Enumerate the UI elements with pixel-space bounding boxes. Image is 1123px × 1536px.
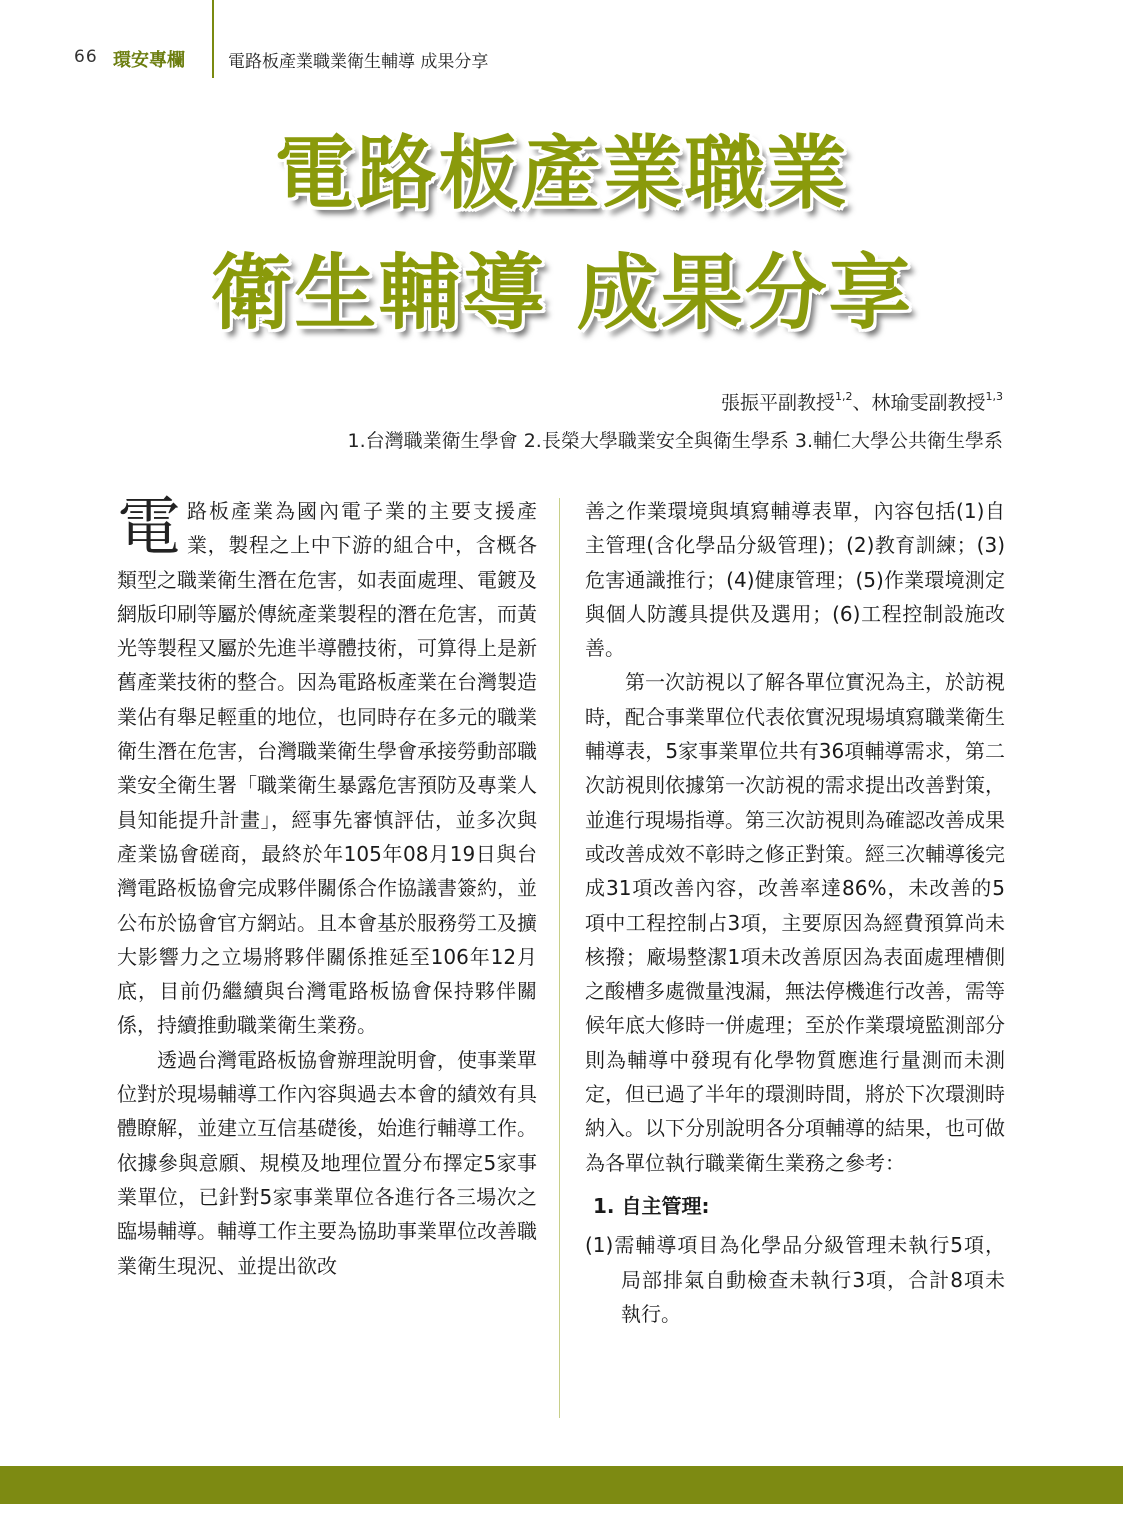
author-1-affil: 1,2	[834, 390, 853, 403]
author-2: 林瑜雯副教授	[871, 392, 986, 414]
paragraph-intro	[117, 491, 537, 1043]
affiliations: 1.台灣職業衛生學會 2.長榮大學職業安全與衛生學系 3.輔仁大學公共衛生學系	[347, 430, 1003, 452]
list-item: (1)需輔導項目為化學品分級管理未執行5項，局部排氣自動檢查未執行3項，合計8項未執行。	[585, 1233, 1005, 1326]
paragraph-3: 第一次訪視以了解各單位實況為主，於訪視時，配合事業單位代表依實況現場填寫職業衛生輔導表，5家事業單位共有36項輔導需求，第二次訪視則依據第一次訪視的需求提出改善對策，並進行現場指導。第三次訪視則為確認改善成果或改善成效不彰時之修正對策。經三次輔導後完成31項改善內容，改善率達86%，未改善的5項中工程控制占3項，主要原因為經費預算尚未核撥；廠場整潔1項未改善原因為表面處理槽側之酸槽多處微量洩漏，無法停機進行改善，需等候年底大修時一併處理；至於作業環境監測部分則為輔導中發現有化學物質應進行量測而未測定，但已過了半年的環測時間，將於下次環測時納入。以下分別說明各分項輔導的結果，也可做為各單位執行職業衛生業務之參考：	[585, 670, 1005, 1175]
page-header	[0, 0, 1123, 82]
article-title-line2: 衛生輔導 成果分享	[210, 245, 913, 341]
article-title-line1: 電路板產業職業	[274, 126, 849, 220]
author-separator: 、	[852, 392, 872, 414]
drop-cap: 電	[117, 491, 181, 565]
running-title: 電路板產業職業衛生輔導 成果分享	[228, 52, 489, 72]
column-divider	[559, 498, 560, 1418]
section-tag: 環安專欄	[113, 50, 185, 71]
body-column-right	[585, 494, 1005, 1331]
author-1: 張振平副教授	[720, 392, 835, 414]
author-2-affil: 1,3	[985, 390, 1003, 403]
author-byline	[721, 388, 1003, 415]
footer-bar	[0, 1466, 1123, 1504]
section-heading-self-management: 1. 自主管理:	[593, 1193, 710, 1218]
header-divider	[212, 0, 214, 78]
paragraph-2: 透過台灣電路板協會辦理說明會，使事業單位對於現場輔導工作內容與過去本會的績效有具體瞭解，並建立互信基礎後，始進行輔導工作。依據參與意願、規模及地理位置分布擇定5家事業單位，已針對5家事業單位各進行各三場次之臨場輔導。輔導工作主要為協助事業單位改善職業衛生現況、並提出欲改	[117, 1047, 537, 1278]
body-column-left	[117, 491, 537, 1283]
paragraph-continued: 善之作業環境與填寫輔導表單，內容包括(1)自主管理(含化學品分級管理)；(2)教育訓練；(3)危害通識推行；(4)健康管理；(5)作業環境測定與個人防護具提供及選用；(6)工程控制設施改善。	[585, 499, 1005, 661]
page-number: 66	[74, 47, 98, 67]
paragraph-intro-text: 路板產業為國內電子業的主要支援產業，製程之上中下游的組合中，含概各類型之職業衛生潛在危害，如表面處理、電鍍及網版印刷等屬於傳統產業製程的潛在危害，而黃光等製程又屬於先進半導體技術，可算得上是新舊產業技術的整合。因為電路板產業在台灣製造業佔有舉足輕重的地位，也同時存在多元的職業衛生潛在危害，台灣職業衛生學會承接勞動部職業安全衛生署「職業衛生暴露危害預防及專業人員知能提升計畫」，經事先審慎評估，並多次與產業協會磋商，最終於年105年08月19日與台灣電路板協會完成夥伴關係合作協議書簽約，並公布於協會官方網站。且本會基於服務勞工及擴大影響力之立場將夥伴關係推延至106年12月底，目前仍繼續與台灣電路板協會保持夥伴關係，持續推動職業衛生業務。	[117, 499, 537, 1038]
